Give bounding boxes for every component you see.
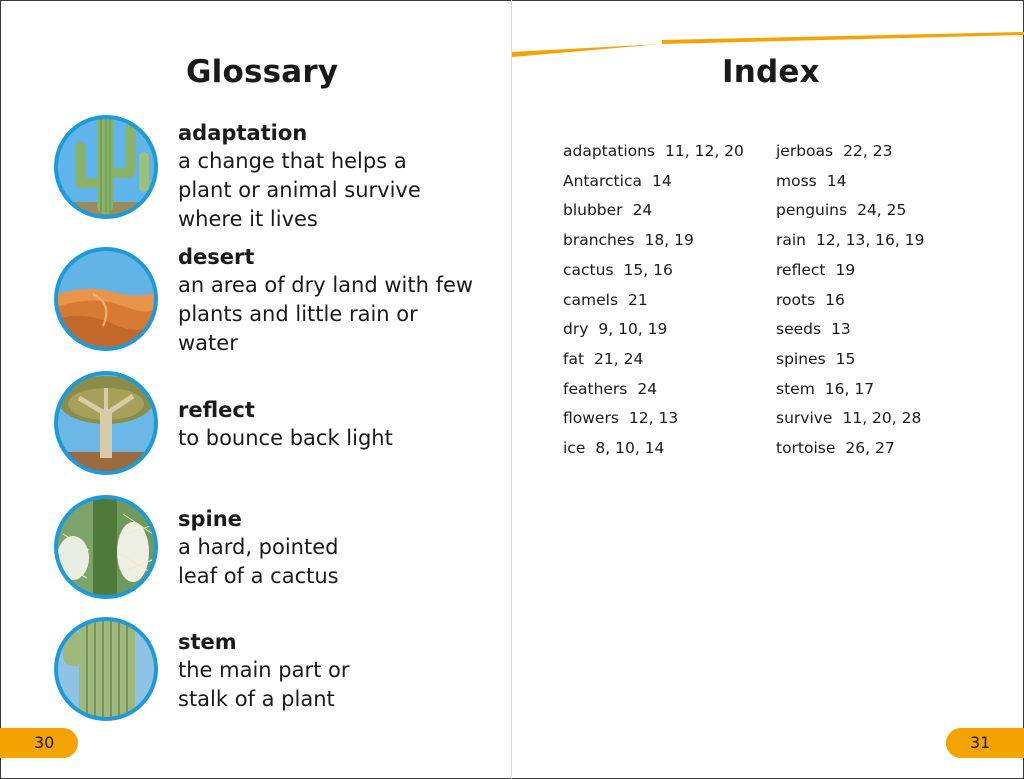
index-entry <box>563 226 744 256</box>
index-pages: 16 <box>825 290 845 309</box>
index-entry <box>563 345 744 375</box>
index-pages: 18, 19 <box>644 231 694 250</box>
index-pages: 15, 16 <box>623 260 673 279</box>
index-entry <box>776 256 924 286</box>
index-term: reflect <box>776 260 826 279</box>
index-term: roots <box>776 290 816 309</box>
index-term: seeds <box>776 320 822 339</box>
index-pages: 11, 20, 28 <box>842 409 922 428</box>
index-term: stem <box>776 379 815 398</box>
index-entry <box>776 404 924 434</box>
index-pages: 12, 13 <box>628 409 679 428</box>
index-term: fat <box>563 349 585 368</box>
index-term: camels <box>563 290 619 309</box>
index-entry <box>776 315 924 345</box>
glossary-entry-adaptation <box>178 119 498 234</box>
glossary-definition: a hard, pointed leaf of a cactus <box>178 535 339 588</box>
index-term: adaptations <box>563 142 656 160</box>
index-term: jerboas <box>776 142 834 160</box>
glossary-definition: an area of dry land with few plants and little rain or water <box>178 273 474 355</box>
index-term: Antarctica <box>563 171 642 190</box>
index-title: Index <box>722 54 820 90</box>
page-number-left-label: 30 <box>34 733 55 752</box>
index-term: spines <box>776 349 826 368</box>
index-pages: 13 <box>831 320 851 339</box>
index-entry <box>563 167 744 197</box>
index-column-left <box>563 137 744 464</box>
index-entry <box>563 256 744 286</box>
index-pages: 14 <box>826 171 847 190</box>
index-entry <box>563 315 744 345</box>
index-entry <box>563 375 744 405</box>
glossary-entry-reflect <box>178 396 498 453</box>
index-term: cactus <box>563 260 614 279</box>
glossary-entry-spine <box>178 505 498 591</box>
index-pages: 16, 17 <box>824 379 875 398</box>
glossary-entry-desert <box>178 243 498 358</box>
index-pages: 21, 24 <box>594 349 644 368</box>
glossary-term: spine <box>178 507 242 531</box>
index-term: rain <box>776 231 807 250</box>
index-entry <box>563 286 744 316</box>
index-term: moss <box>776 171 817 190</box>
index-pages: 12, 13, 16, 19 <box>816 231 925 250</box>
glossary-definition: a change that helps a plant or animal survive where it lives <box>178 149 421 231</box>
saguaro-cactus-image <box>53 114 159 220</box>
glossary-term: adaptation <box>178 121 308 145</box>
quiver-tree-image <box>53 370 159 476</box>
index-entry <box>563 196 744 226</box>
index-entry <box>776 167 924 197</box>
index-pages: 8, 10, 14 <box>595 439 665 458</box>
index-term: tortoise <box>776 439 836 458</box>
index-pages: 24, 25 <box>857 201 907 220</box>
index-entry <box>563 404 744 434</box>
index-term: survive <box>776 409 833 428</box>
glossary-term: reflect <box>178 398 255 422</box>
index-pages: 14 <box>651 171 672 190</box>
page-fold <box>511 0 512 779</box>
index-term: ice <box>563 439 586 458</box>
index-pages: 24 <box>637 379 658 398</box>
index-entry <box>776 137 924 167</box>
index-term: flowers <box>563 409 619 428</box>
index-entry <box>776 196 924 226</box>
index-column-right <box>776 137 924 464</box>
index-entry <box>776 286 924 316</box>
index-term: dry <box>563 320 589 339</box>
sand-dunes-image <box>53 246 159 352</box>
cactus-spines-image <box>53 494 159 600</box>
index-pages: 21 <box>628 290 648 309</box>
index-term: branches <box>563 231 635 250</box>
index-pages: 19 <box>835 260 856 279</box>
glossary-entry-stem <box>178 628 498 714</box>
index-pages: 24 <box>632 201 653 220</box>
page-number-right-label: 31 <box>970 733 991 752</box>
index-entry <box>776 375 924 405</box>
index-pages: 9, 10, 19 <box>598 320 668 339</box>
index-pages: 26, 27 <box>845 439 895 458</box>
index-pages: 22, 23 <box>843 142 893 160</box>
page-number-left <box>0 728 78 758</box>
index-entry <box>563 137 744 167</box>
index-pages: 15 <box>835 349 856 368</box>
index-term: penguins <box>776 201 848 220</box>
index-entry <box>563 434 744 464</box>
index-entry <box>776 345 924 375</box>
page-number-right <box>946 728 1024 758</box>
index-term: blubber <box>563 201 623 220</box>
glossary-term: desert <box>178 245 255 269</box>
glossary-title: Glossary <box>186 54 339 90</box>
index-pages: 11, 12, 20 <box>665 142 744 160</box>
glossary-definition: to bounce back light <box>178 426 393 450</box>
index-entry <box>776 226 924 256</box>
glossary-term: stem <box>178 630 237 654</box>
glossary-definition: the main part or stalk of a plant <box>178 658 350 711</box>
index-term: feathers <box>563 379 628 398</box>
cactus-stem-image <box>53 616 159 722</box>
index-entry <box>776 434 924 464</box>
